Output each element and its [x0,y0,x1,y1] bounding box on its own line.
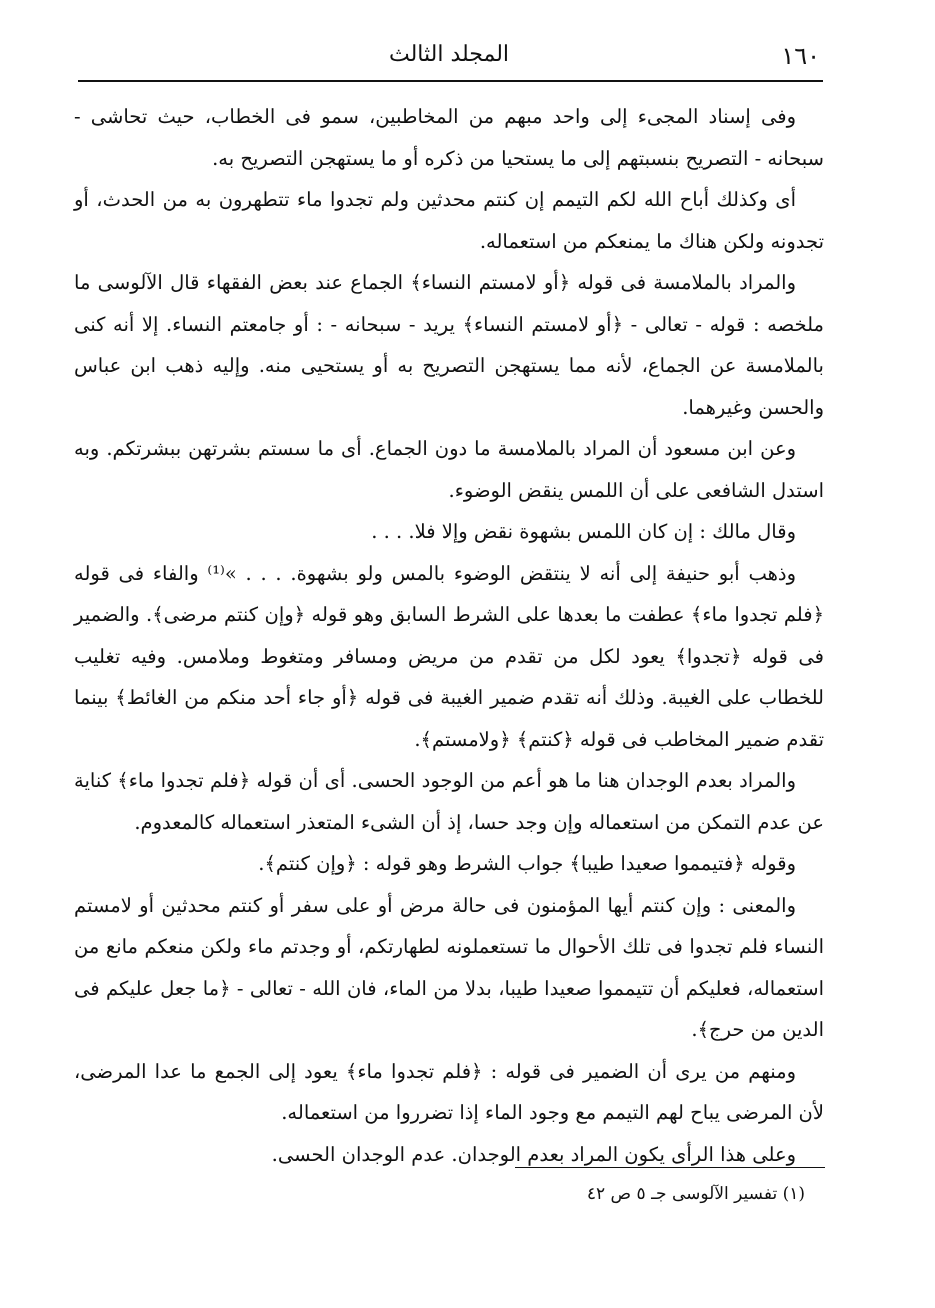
paragraph: والمعنى : وإن كنتم أيها المؤمنون فى حالة مرض أو على سفر أو كنتم محدثين أو لامستم النساء فلم تجدوا فى تلك الأحوال ما تستعملونه لطهارتكم، أو وجدتم ماء ولكن منعكم مانع من استعماله، فعليكم أن تتيمموا صعيدا طيبا، بدلا من الماء، فان الله - تعالى - ﴿ما جعل عليكم فى الدين من حرج﴾. [74,893,824,1041]
page-header [78,38,820,78]
footnote-divider [515,1167,825,1168]
header-divider [78,80,823,82]
paragraph: وقوله ﴿فتيمموا صعيدا طيبا﴾ جواب الشرط وهو قوله : ﴿وإن كنتم﴾. [258,852,796,875]
paragraph: والمراد بعدم الوجدان هنا ما هو أعم من الوجود الحسى. أى أن قوله ﴿فلم تجدوا ماء﴾ كناية عن عدم التمكن من استعماله وإن وجد حسا، إذ أن الشىء المتعذر استعماله كالمعدوم. [74,769,824,834]
footnote: (١) تفسير الآلوسى جـ ٥ ص ٤٢ [586,1184,805,1204]
paragraph: وفى إسناد المجىء إلى واحد مبهم من المخاطبين، سمو فى الخطاب، حيث تحاشى - سبحانه - التصريح بنسبتهم إلى ما يستحيا من ذكره أو ما يستهجن التصريح به. [74,105,824,170]
paragraph: وقال مالك : إن كان اللمس بشهوة نقض وإلا فلا. . . . [371,520,796,543]
paragraph: ومنهم من يرى أن الضمير فى قوله : ﴿فلم تجدوا ماء﴾ يعود إلى الجمع ما عدا المرضى، لأن المرضى يباح لهم التيمم مع وجود الماء إذا تضرروا من استعماله. [74,1059,824,1124]
page-number: ١٦٠ [781,42,820,70]
paragraph: وعلى هذا الرأى يكون المراد بعدم الوجدان. عدم الوجدان الحسى. [271,1142,796,1166]
body-text [74,96,824,1175]
paragraph: والمراد بالملامسة فى قوله ﴿أو لامستم النساء﴾ الجماع عند بعض الفقهاء قال الآلوسى ما ملخصه : قوله - تعالى - ﴿أو لامستم النساء﴾ يريد - سبحانه - : أو جامعتم النساء. إلا أنه كنى بالملامسة عن الجماع، لأنه مما يستهجن التصريح به أو يستحيى منه. وإليه ذهب ابن عباس والحسن وغيرهما. [74,271,824,419]
paragraph: وعن ابن مسعود أن المراد بالملامسة ما دون الجماع. أى ما سستم بشرتهن ببشرتكم. وبه استدل الشافعى على أن اللمس ينقض الوضوء. [74,437,824,502]
paragraph: أى وكذلك أباح الله لكم التيمم إن كنتم محدثين ولم تجدوا ماء تتطهرون به من الحدث، أو تجدونه ولكن هناك ما يمنعكم من استعماله. [74,188,824,253]
paragraph: وذهب أبو حنيفة إلى أنه لا ينتقض الوضوء بالمس ولو بشهوة. . . . »⁽¹⁾ والفاء فى قوله ﴿فلم تجدوا ماء﴾ عطفت ما بعدها على الشرط السابق وهو قوله ﴿وإن كنتم مرضى﴾. والضمير فى قوله ﴿تجدوا﴾ يعود لكل من تقدم من مريض ومسافر ومتغوط وملامس. وفيه تغليب للخطاب على الغيبة. وذلك أنه تقدم ضمير الغيبة فى قوله ﴿أو جاء أحد منكم من الغائط﴾ بينما تقدم ضمير المخاطب فى قوله ﴿كنتم﴾ ﴿ولامستم﴾. [74,561,824,751]
running-title: المجلد الثالث [388,42,510,67]
